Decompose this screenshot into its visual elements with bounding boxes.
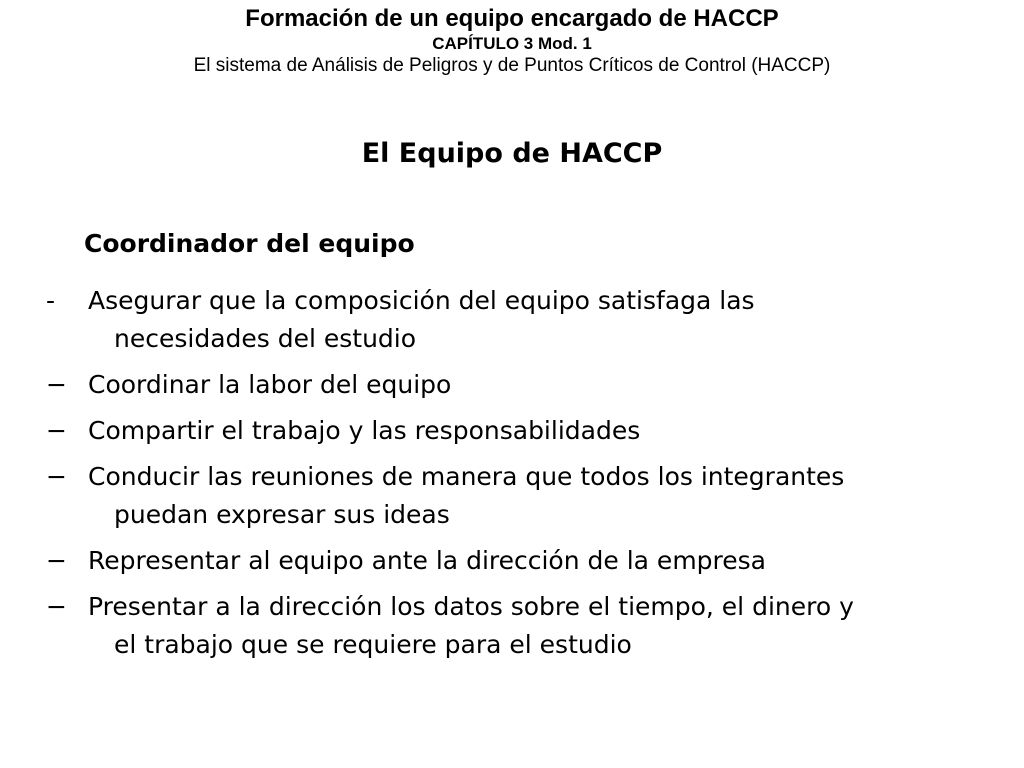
- slide-header: [0, 4, 1024, 78]
- bullet-text: Conducir las reuniones de manera que todos los integrantes puedan expresar sus ideas: [88, 462, 845, 529]
- bullet-dash: −: [46, 370, 67, 399]
- bullet-item: [46, 542, 1006, 580]
- bullet-dash: −: [46, 462, 67, 491]
- slide-title: El Equipo de HACCP: [361, 138, 663, 169]
- section-heading: Coordinador del equipo: [84, 229, 415, 258]
- bullet-item: [46, 282, 1006, 358]
- bullet-dash: −: [46, 546, 67, 575]
- header-title: Formación de un equipo encargado de HACCP: [245, 5, 779, 32]
- bullet-item: [46, 458, 1006, 534]
- bullet-text: Representar al equipo ante la dirección de la empresa: [88, 546, 766, 575]
- bullet-item: [46, 412, 1006, 450]
- bullet-text: Asegurar que la composición del equipo satisfaga las necesidades del estudio: [88, 286, 755, 353]
- bullet-list: [46, 282, 1006, 672]
- bullet-text: Presentar a la dirección los datos sobre el tiempo, el dinero y el trabajo que se requiere para el estudio: [88, 592, 854, 659]
- header-subtitle: El sistema de Análisis de Peligros y de Puntos Críticos de Control (HACCP): [193, 55, 831, 76]
- header-chapter: CAPÍTULO 3 Mod. 1: [432, 34, 592, 53]
- bullet-item: [46, 366, 1006, 404]
- bullet-text: Compartir el trabajo y las responsabilidades: [88, 416, 641, 445]
- bullet-dash: −: [46, 416, 67, 445]
- bullet-text: Coordinar la labor del equipo: [88, 370, 452, 399]
- bullet-dash: -: [46, 286, 56, 315]
- bullet-item: [46, 588, 1006, 664]
- bullet-dash: −: [46, 592, 67, 621]
